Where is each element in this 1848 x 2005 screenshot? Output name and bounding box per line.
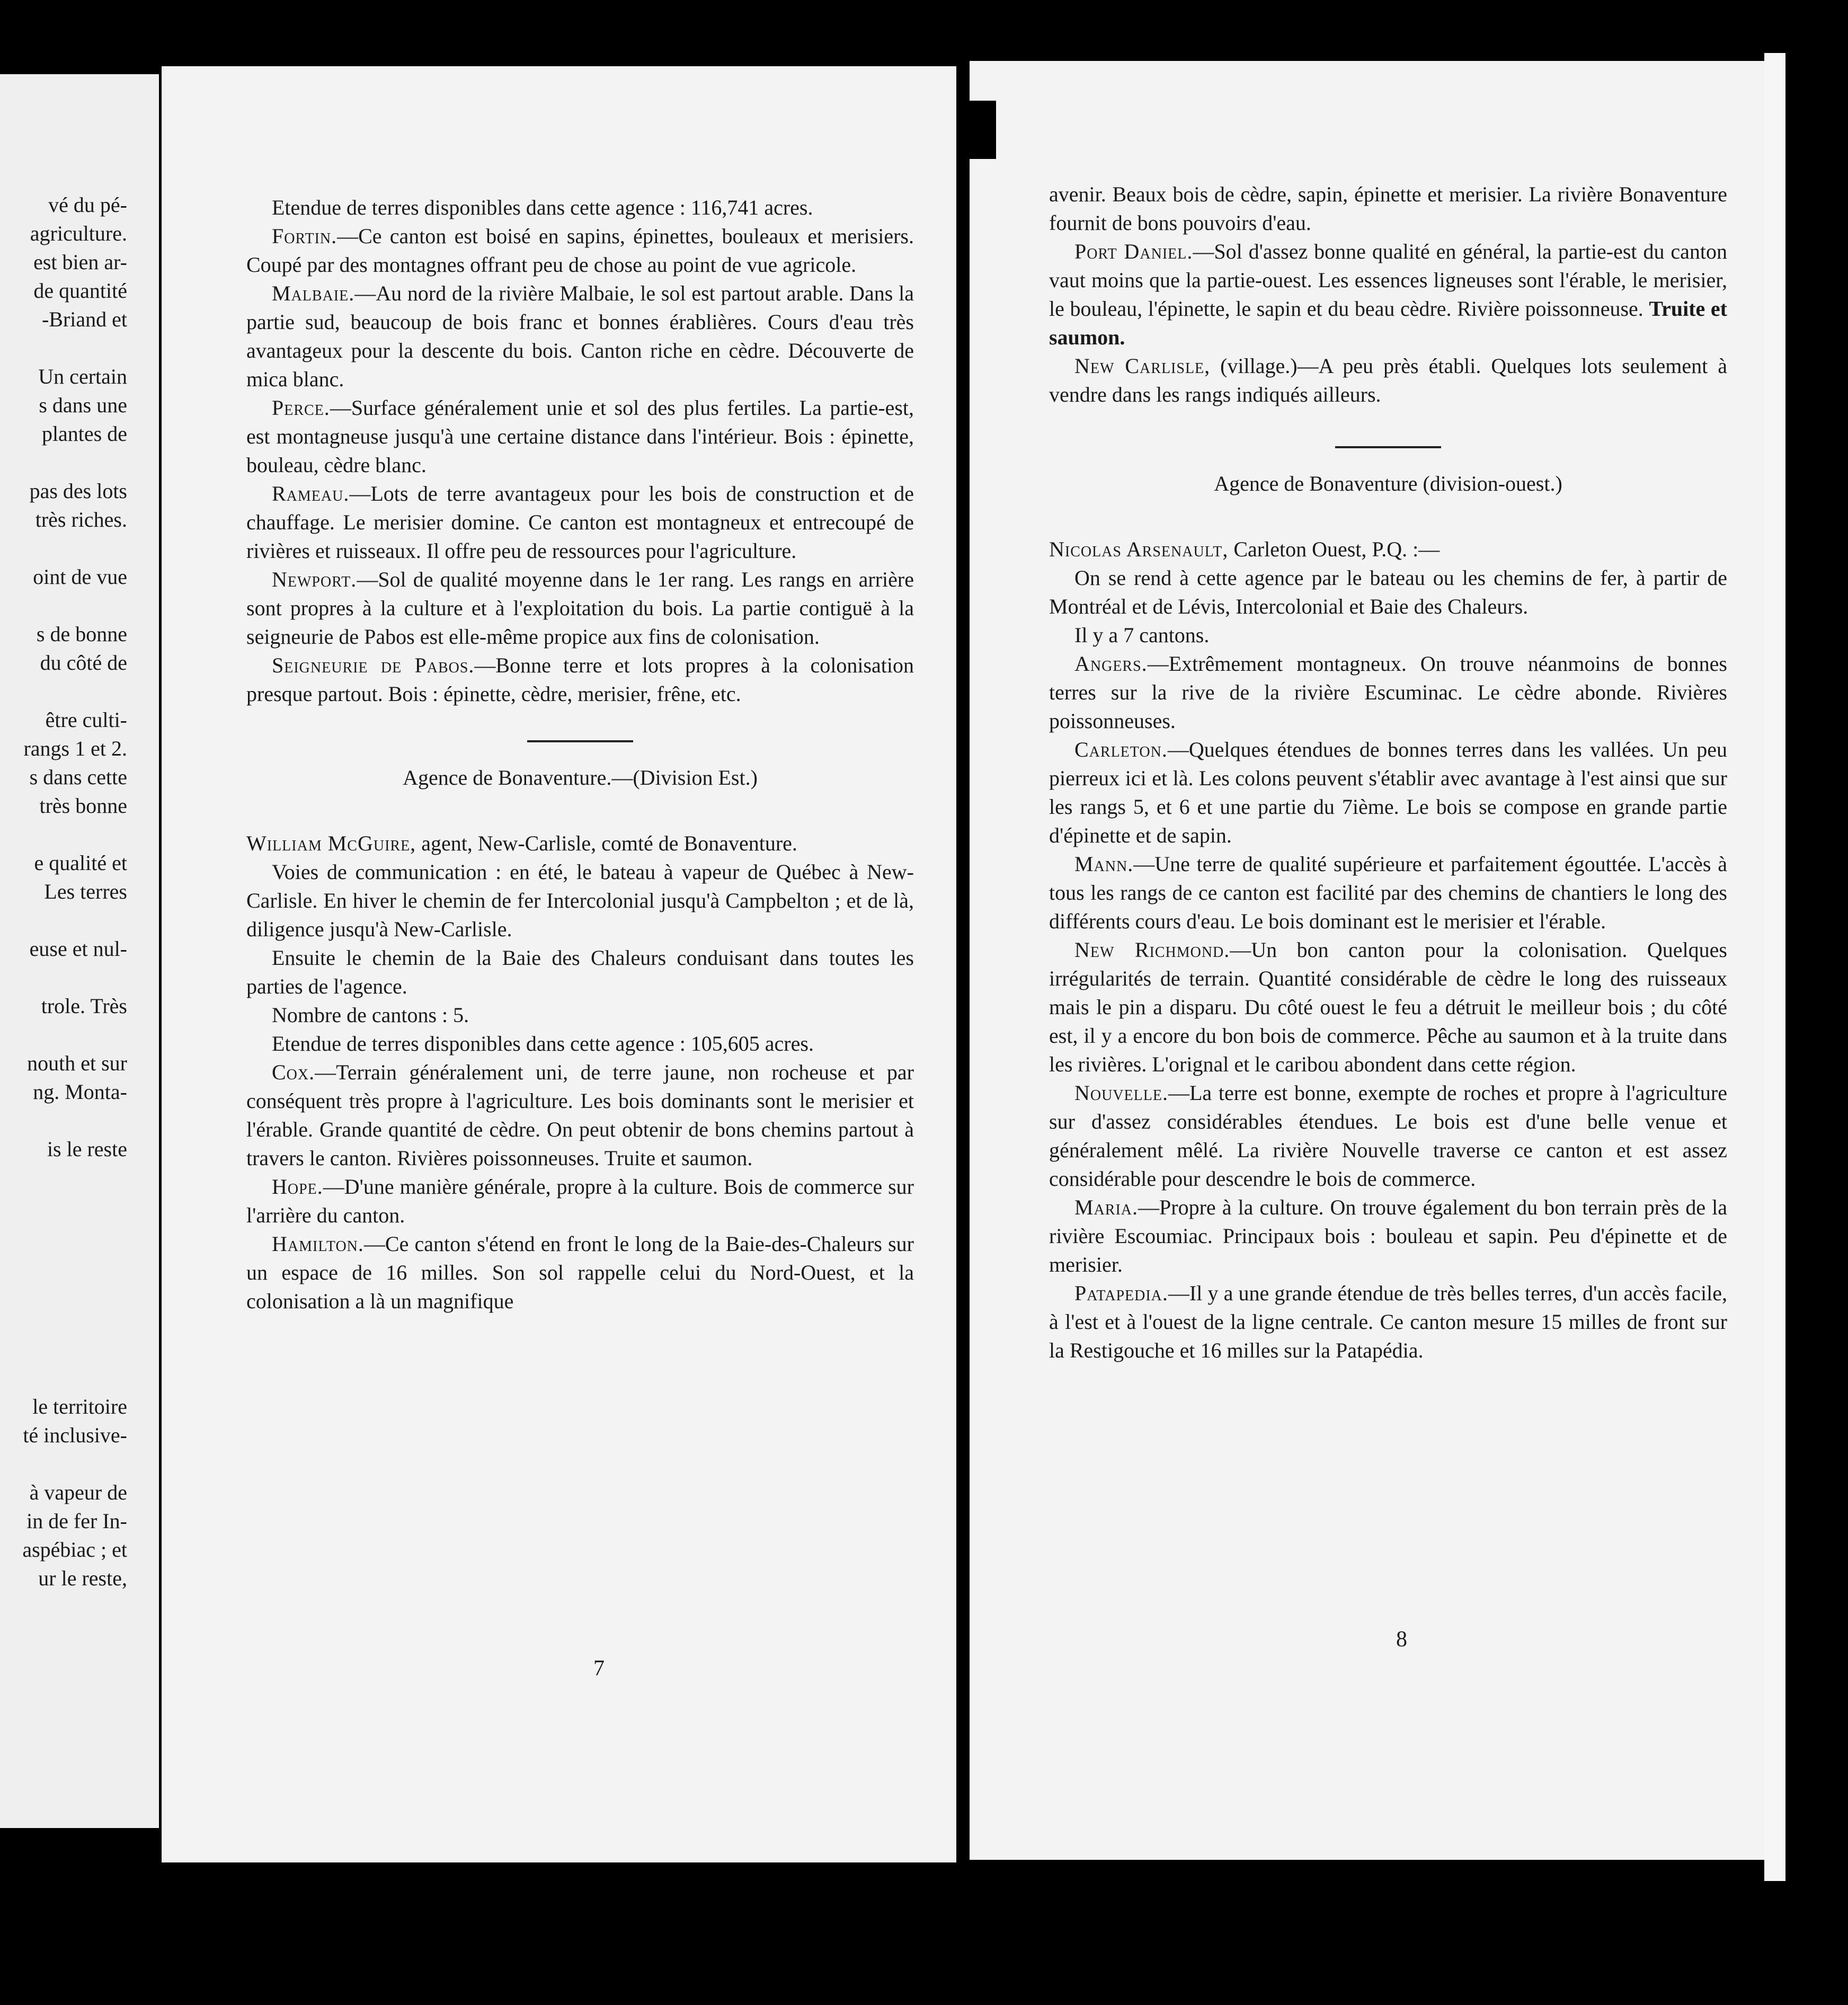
paragraph (246, 858, 914, 944)
page-7 (162, 66, 956, 1862)
fragment-line: agriculture. (30, 221, 127, 245)
paragraph (246, 1058, 914, 1173)
fragment-line: oint de vue (33, 565, 127, 589)
page-8-bottom-section (1049, 564, 1727, 1365)
paragraph (246, 193, 914, 222)
fragment-line (0, 591, 127, 620)
fragment-line: le territoire (32, 1395, 127, 1418)
right-page-edge (1764, 53, 1785, 1881)
fragment-line (0, 1106, 127, 1135)
page-8-heading: Agence de Bonaventure (division-ouest.) (1214, 472, 1562, 495)
fragment-line: té inclusive- (23, 1423, 127, 1447)
fragment-line (0, 1278, 127, 1307)
township-name: Hope. (272, 1175, 323, 1199)
agent-details: agent, New-Carlisle, comté de Bonaventure. (416, 831, 797, 855)
fragment-line (0, 448, 127, 477)
paragraph-text: —D'une manière générale, propre à la culture. Bois de commerce sur l'arrière du canton. (246, 1175, 914, 1227)
paragraph (1049, 180, 1727, 237)
page-number: 7 (593, 1656, 605, 1681)
township-name: Carleton. (1074, 738, 1168, 761)
fragment-line: être culti- (45, 708, 127, 732)
left-fragment-text (0, 191, 127, 1593)
agent-details: Carleton Ouest, P.Q. :— (1228, 537, 1440, 561)
fragment-line: rangs 1 et 2. (23, 737, 127, 760)
fragment-line (0, 1192, 127, 1221)
fragment-line (0, 534, 127, 563)
fragment-line: s dans cette (29, 765, 127, 789)
paragraph (246, 394, 914, 480)
fragment-line: du côté de (40, 651, 127, 675)
paragraph-text: Etendue de terres disponibles dans cette agence : 105,605 acres. (272, 1032, 814, 1055)
section-divider (1335, 446, 1441, 448)
paragraph-text: —Lots de terre avantageux pour les bois de construction et de chauffage. Le merisier domine. Ce canton est montagneux et entrecoupé de rivières et ruisseaux. Il offre peu de ressources pour l'agriculture. (246, 482, 914, 563)
paragraph (1049, 735, 1727, 850)
paragraph-text: —Sol de qualité moyenne dans le 1er rang. Les rangs en arrière sont propres à la culture et à l'exploitation du bois. La partie contiguë à la seigneurie de Pabos est elle-même propice aux fins de colonisation. (246, 567, 914, 649)
fragment-line: is le reste (47, 1137, 127, 1161)
paragraph (246, 1001, 914, 1030)
page-8-top-section (1049, 180, 1727, 409)
paragraph (1049, 850, 1727, 936)
township-name: Mann. (1074, 852, 1134, 876)
paragraph (1049, 1279, 1727, 1365)
township-name: New Carlisle, (1074, 354, 1211, 378)
township-name: Patapedia. (1074, 1281, 1168, 1305)
page-7-text (246, 193, 914, 1316)
section-divider (527, 740, 633, 742)
page-7-top-section (246, 193, 914, 708)
paragraph (1049, 650, 1727, 735)
paragraph-text: —La terre est bonne, exempte de roches et propre à l'agriculture sur d'assez considérables étendues. Le bois est d'une belle venue et généralement mêlé. La rivière Nouvelle traverse ce canton et est assez considérable pour descendre le bois de commerce. (1049, 1081, 1727, 1191)
fragment-line (0, 1249, 127, 1278)
fragment-line: s dans une (39, 393, 127, 417)
agent-name: Nicolas Arsenault, (1049, 537, 1229, 561)
paragraph-text: —Bonne terre et lots propres à la colonisation presque partout. Bois : épinette, cèdre, merisier, frêne, etc. (246, 653, 914, 706)
paragraph-text: Nombre de cantons : 5. (272, 1003, 469, 1027)
township-name: Fortin. (272, 224, 337, 248)
fragment-line: e qualité et (34, 851, 127, 875)
paragraph (246, 1173, 914, 1230)
paragraph (246, 944, 914, 1001)
fragment-line: Les terres (44, 880, 127, 903)
paragraph (246, 480, 914, 565)
paragraph-text: —Il y a une grande étendue de très belles terres, d'un accès facile, à l'est et à l'ouest de la ligne centrale. Ce canton mesure 15 milles de front sur la Restigouche et 16 milles sur la Patapédia. (1049, 1281, 1727, 1362)
paragraph (246, 279, 914, 394)
paragraph-text: (village.)—A peu près établi. Quelques lots seulement à vendre dans les rangs indiqués ailleurs. (1049, 354, 1727, 406)
fragment-line: de quantité (33, 279, 127, 303)
paragraph (246, 651, 914, 708)
paragraph-text: Ensuite le chemin de la Baie des Chaleurs conduisant dans toutes les parties de l'agence. (246, 946, 914, 998)
township-name: Rameau. (272, 482, 350, 505)
fragment-line (0, 1021, 127, 1049)
fragment-line (0, 1221, 127, 1249)
paragraph (1049, 237, 1727, 352)
township-name: New Richmond. (1074, 938, 1230, 962)
fragment-line: à vapeur de (29, 1480, 127, 1504)
agent-name: William McGuire, (246, 831, 416, 855)
fragment-line: très riches. (35, 508, 127, 531)
township-name: Hamilton. (272, 1232, 364, 1256)
fragment-line: euse et nul- (29, 937, 127, 961)
fragment-line: trole. Très (41, 994, 127, 1018)
page-8 (970, 61, 1764, 1860)
fragment-line (0, 820, 127, 849)
fragment-line: Un certain (38, 365, 127, 388)
page-number: 8 (1396, 1627, 1407, 1652)
page-8-agent-line (1049, 535, 1727, 564)
township-name: Perce. (272, 396, 330, 420)
township-name: Seigneurie de Pabos. (272, 653, 475, 677)
paragraph-text: —Au nord de la rivière Malbaie, le sol est partout arable. Dans la partie sud, beaucoup de bois franc et bonnes érablières. Cours d'eau très avantageux pour la descente du bois. Canton riche en cèdre. Découverte de mica blanc. (246, 281, 914, 391)
paragraph (1049, 564, 1727, 621)
paragraph-text: —Ce canton s'étend en front le long de la Baie-des-Chaleurs sur un espace de 16 milles. Son sol rappelle celui du Nord-Ouest, et la colonisation a là un magnifique (246, 1232, 914, 1313)
township-name: Malbaie. (272, 281, 355, 305)
paragraph (246, 222, 914, 279)
fragment-line: ur le reste, (38, 1566, 127, 1590)
page-7-bottom-section (246, 858, 914, 1316)
fragment-line: ng. Monta- (33, 1080, 127, 1104)
paragraph (1049, 621, 1727, 650)
fragment-line (0, 1164, 127, 1192)
paragraph-text: —Une terre de qualité supérieure et parfaitement égouttée. L'accès à tous les rangs de ce canton est facilité par des chemins de chantiers le long des différents cours d'eau. Le bois dominant est le merisier et l'érable. (1049, 852, 1727, 933)
paragraph (246, 1230, 914, 1316)
paragraph-text: —Sol d'assez bonne qualité en général, la partie-est du canton vaut moins que la partie-ouest. Les essences ligneuses sont l'érable, le merisier, le bouleau, l'épinette, le sapin et du beau cèdre. Rivière poissonneuse. (1049, 239, 1727, 321)
township-name: Newport. (272, 567, 357, 591)
paragraph-text: Il y a 7 cantons. (1074, 623, 1210, 647)
paragraph-text: —Un bon canton pour la colonisation. Quelques irrégularités de terrain. Quantité considérable de cèdre le long des ruisseaux mais le pin a disparu. Du côté ouest le feu a détruit le meilleur bois ; du côté est, il y a encore du bon bois de commerce. Pêche au saumon et à la truite dans les rivières. L'orignal et le caribou abondent dans cette région. (1049, 938, 1727, 1076)
paragraph-text: —Terrain généralement uni, de terre jaune, non rocheuse et par conséquent très propre à l'agriculture. Les bois dominants sont le merisier et l'érable. Grande quantité de cèdre. On peut obtenir de bons chemins partout à travers le canton. Rivières poissonneuses. Truite et saumon. (246, 1060, 914, 1170)
left-page-fragment (0, 74, 159, 1828)
paragraph-text: Etendue de terres disponibles dans cette agence : 116,741 acres. (272, 196, 813, 219)
paragraph-text: Voies de communication : en été, le bateau à vapeur de Québec à New-Carlisle. En hiver le chemin de fer Intercolonial jusqu'à Campbelton ; et de là, diligence jusqu'à New-Carlisle. (246, 860, 914, 941)
fragment-line: nouth et sur (27, 1051, 127, 1075)
fragment-line: -Briand et (41, 307, 127, 331)
fragment-line: s de bonne (36, 622, 127, 646)
paragraph (1049, 352, 1727, 409)
fragment-line (0, 906, 127, 935)
township-name: Nouvelle. (1074, 1081, 1168, 1105)
fragment-line: in de fer In- (26, 1509, 127, 1533)
paragraph (246, 1030, 914, 1058)
paragraph-text: —Propre à la culture. On trouve également du bon terrain près de la rivière Escoumiac. Principaux bois : bouleau et sapin. Peu d'épinette et de merisier. (1049, 1195, 1727, 1276)
page-8-text (1049, 180, 1727, 1365)
fragment-line: est bien ar- (33, 250, 127, 274)
township-name: Maria. (1074, 1195, 1139, 1219)
paragraph (1049, 1193, 1727, 1279)
paragraph-text: —Ce canton est boisé en sapins, épinettes, bouleaux et merisiers. Coupé par des montagnes offrant peu de chose au point de vue agricole. (246, 224, 914, 277)
paragraph-text: —Quelques étendues de bonnes terres dans les vallées. Un peu pierreux ici et là. Les colons peuvent s'établir avec avantage à l'est ainsi que sur les rangs 5, et 6 et une partie du 7ième. Le bois se compose en grande partie d'épinette et de sapin. (1049, 738, 1727, 847)
township-name: Angers. (1074, 652, 1148, 676)
paragraph-text: —Surface généralement unie et sol des plus fertiles. La partie-est, est montagneuse jusqu'à une certaine distance dans l'intérieur. Bois : épinette, bouleau, cèdre blanc. (246, 396, 914, 477)
fragment-line (0, 1307, 127, 1335)
paragraph-text: On se rend à cette agence par le bateau ou les chemins de fer, à partir de Montréal et de Lévis, Intercolonial et Baie des Chaleurs. (1049, 566, 1727, 618)
page-7-heading: Agence de Bonaventure.—(Division Est.) (403, 766, 758, 789)
page-tab-mark (967, 101, 996, 159)
fragment-line: vé du pé- (48, 193, 127, 217)
paragraph (1049, 936, 1727, 1079)
bold-note: Truite et saumon. (1049, 297, 1727, 349)
fragment-line (0, 1364, 127, 1392)
paragraph-text: avenir. Beaux bois de cèdre, sapin, épinette et merisier. La rivière Bonaventure fournit de bons pouvoirs d'eau. (1049, 182, 1727, 235)
fragment-line: plantes de (41, 422, 127, 446)
page-7-agent-line (246, 829, 914, 858)
paragraph (1049, 1079, 1727, 1193)
paragraph (246, 565, 914, 651)
township-name: Port Daniel. (1074, 239, 1193, 263)
fragment-line (0, 677, 127, 706)
fragment-line: pas des lots (29, 479, 127, 503)
fragment-line: très bonne (39, 794, 127, 818)
fragment-line (0, 1335, 127, 1364)
fragment-line (0, 963, 127, 992)
township-name: Cox. (272, 1060, 315, 1084)
fragment-line: aspébiac ; et (22, 1538, 127, 1562)
fragment-line (0, 334, 127, 362)
fragment-line (0, 1450, 127, 1478)
paragraph-text: —Extrêmement montagneux. On trouve néanmoins de bonnes terres sur la rive de la rivière Escuminac. Le cèdre abonde. Rivières poissonneuses. (1049, 652, 1727, 733)
